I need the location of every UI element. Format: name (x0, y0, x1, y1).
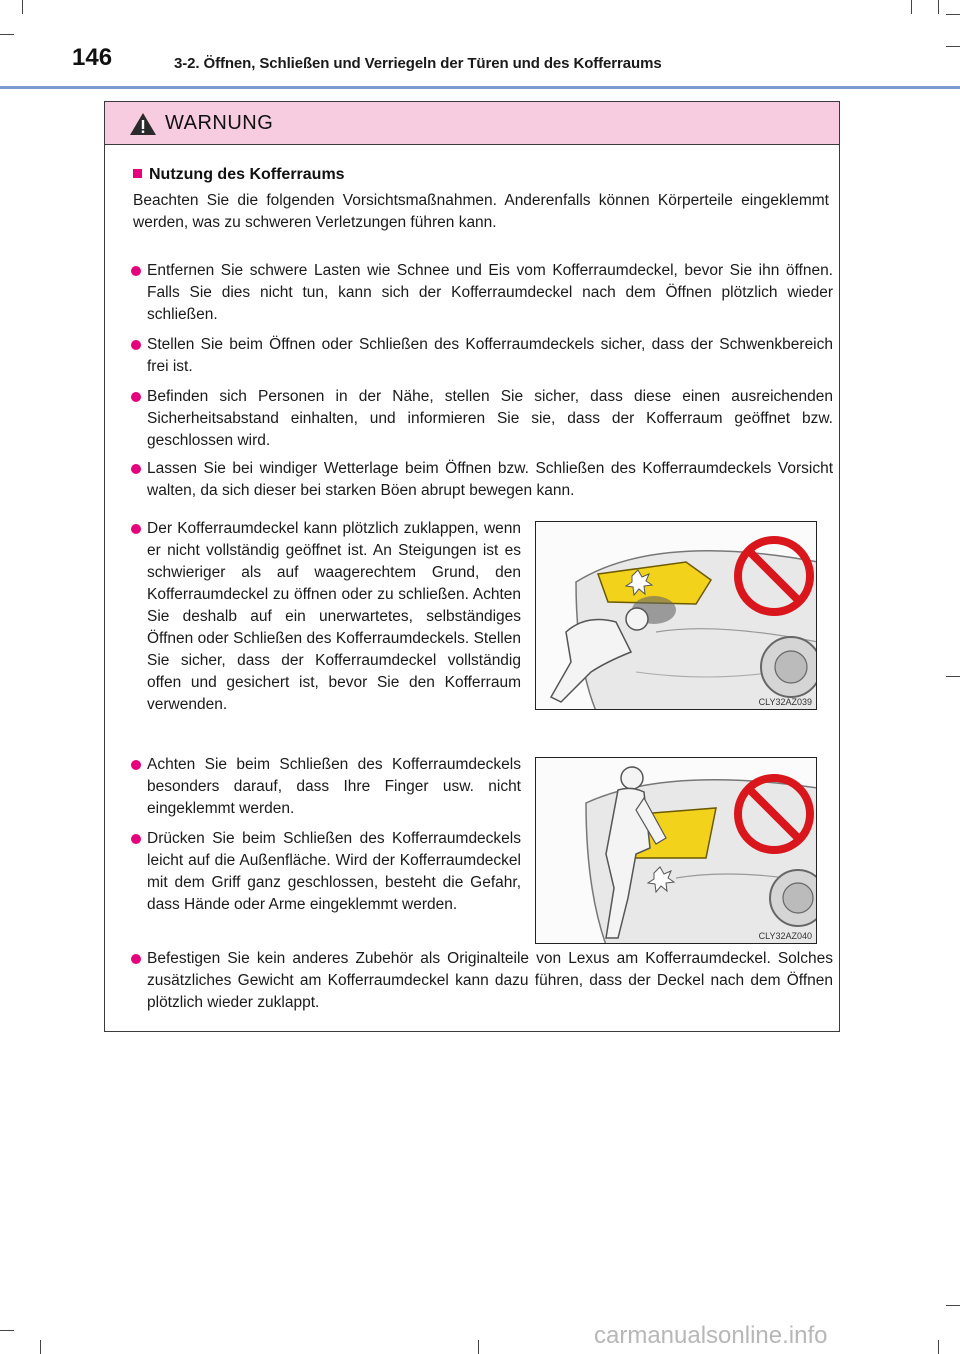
figure-close-trunk (535, 757, 817, 944)
list-item (131, 518, 521, 716)
list-item-text: Drücken Sie beim Schließen des Kofferraumdeckels leicht auf die Außenfläche. Wird der Kofferraumdeckel mit dem Griff ganz geschlossen, besteht die Gefahr, dass Hände oder Arme eingeklemmt werden. (147, 830, 521, 913)
figure-code: CLY32AZ039 (758, 697, 812, 707)
crop-mark (938, 0, 939, 14)
page-number: 146 (72, 44, 113, 71)
bullet-dot-icon (131, 954, 141, 964)
warning-triangle-icon (129, 112, 157, 136)
watermark: carmanualsonline.info (594, 1322, 828, 1349)
list-item (131, 948, 833, 1014)
crop-mark (938, 1340, 939, 1354)
list-item (131, 754, 521, 820)
list-item-text: Stellen Sie beim Öffnen oder Schließen des Kofferraumdeckels sicher, dass der Schwenkbereich frei ist. (147, 336, 833, 375)
list-item-text: Entfernen Sie schwere Lasten wie Schnee und Eis vom Kofferraumdeckel, bevor Sie ihn öffnen. Falls Sie dies nicht tun, kann sich der Kofferraumdeckel nach dem Öffnen plötzlich wieder schließen. (147, 262, 833, 323)
crop-mark (946, 14, 960, 15)
section-title-text: Nutzung des Kofferraums (149, 166, 345, 183)
list-item-text: Achten Sie beim Schließen des Kofferraumdeckels besonders darauf, dass Ihre Finger usw. nicht eingeklemmt werden. (147, 756, 521, 817)
crop-mark (946, 676, 960, 677)
crop-mark (911, 0, 912, 14)
crop-mark (22, 0, 23, 14)
list-item (131, 458, 833, 502)
bullet-dot-icon (131, 392, 141, 402)
figure-open-trunk (535, 521, 817, 710)
bullet-dot-icon (131, 464, 141, 474)
list-item (131, 386, 833, 452)
list-item (131, 260, 833, 326)
crop-mark (946, 46, 960, 47)
bullet-dot-icon (131, 760, 141, 770)
list-item-text: Befestigen Sie kein anderes Zubehör als Originalteile von Lexus am Kofferraumdeckel. Solches zusätzliches Gewicht am Kofferraumdeckel kann dazu führen, dass der Deckel nach dem Öffnen plötzlich wieder zuklappt. (147, 950, 833, 1011)
bullet-dot-icon (131, 340, 141, 350)
square-bullet-icon (133, 169, 142, 178)
bullet-dot-icon (131, 266, 141, 276)
intro-paragraph: Beachten Sie die folgenden Vorsichtsmaßnahmen. Anderenfalls können Körperteile eingeklemmt werden, was zu schweren Verletzungen führen kann. (133, 192, 829, 231)
crop-mark (40, 1340, 41, 1354)
crop-mark (0, 1330, 14, 1331)
crop-mark (478, 1340, 479, 1354)
warning-header (105, 102, 839, 145)
figure-code: CLY32AZ040 (758, 931, 812, 941)
list-item-text: Der Kofferraumdeckel kann plötzlich zuklappen, wenn er nicht vollständig geöffnet ist. An Steigungen ist es schwieriger als auf waagerechtem Grund, den Kofferraumdeckel zu öffnen oder zu schließen. Achten Sie deshalb auf ein unerwartetes, selbständiges Öffnen oder Schließen des Kofferraumdeckels. Stellen Sie sicher, dass der Kofferraumdeckel vollständig offen und gesichert ist, bevor Sie den Kofferraum verwenden. (147, 520, 521, 713)
car-trunk-illustration (536, 522, 817, 710)
section-title (133, 166, 345, 184)
warning-box (104, 101, 840, 1032)
running-head: 3-2. Öffnen, Schließen und Verriegeln der Türen und des Kofferraums (174, 55, 662, 72)
header-rule (0, 86, 960, 89)
bullet-dot-icon (131, 524, 141, 534)
list-item (131, 334, 833, 378)
list-item-text: Lassen Sie bei windiger Wetterlage beim Öffnen bzw. Schließen des Kofferraumdeckels Vorsicht walten, da sich dieser bei starken Böen abrupt bewegen kann. (147, 460, 833, 499)
crop-mark (0, 34, 14, 35)
bullet-dot-icon (131, 834, 141, 844)
warning-title: WARNUNG (165, 112, 274, 134)
car-trunk-closing-illustration (536, 758, 817, 944)
list-item (131, 828, 521, 916)
crop-mark (946, 1305, 960, 1306)
list-item-text: Befinden sich Personen in der Nähe, stellen Sie sicher, dass diese einen ausreichenden Sicherheitsabstand einhalten, und informieren Sie sie, dass der Kofferraum geöffnet bzw. geschlossen wird. (147, 388, 833, 449)
